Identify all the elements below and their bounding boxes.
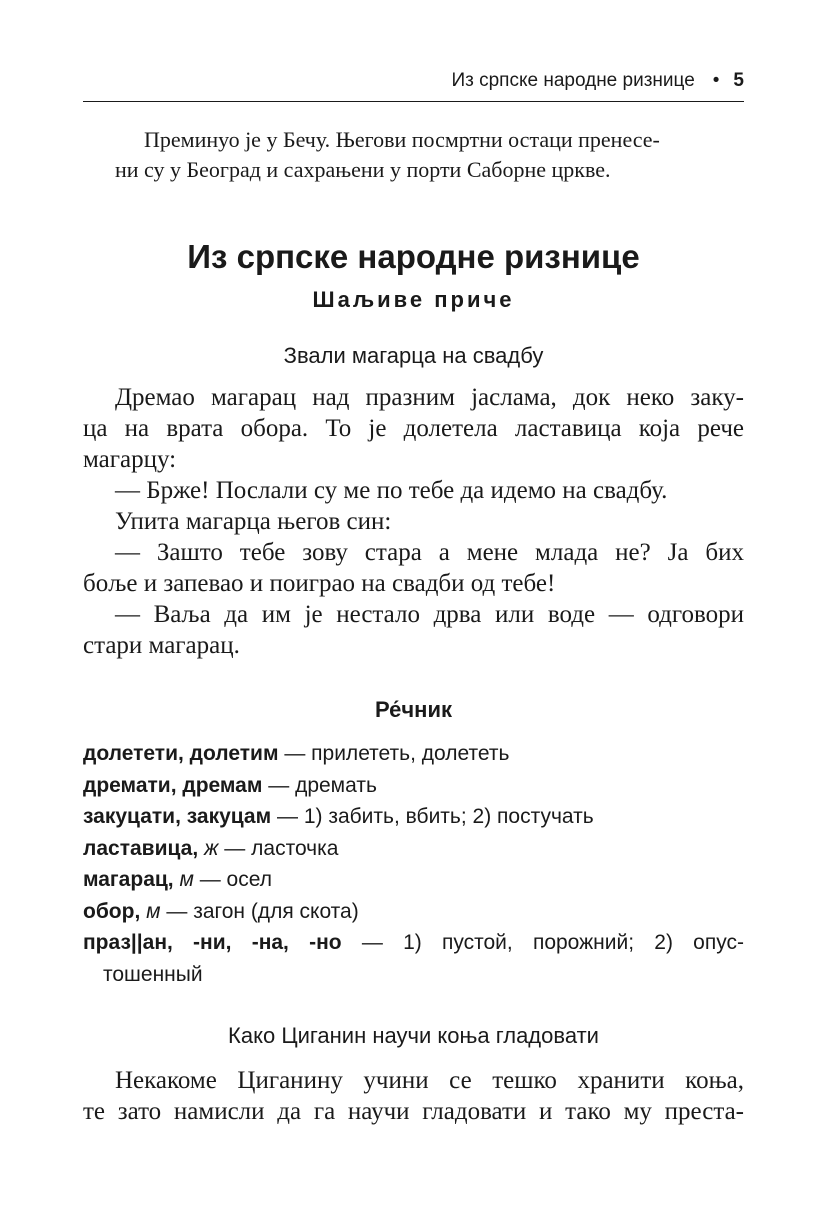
glossary-entry <box>83 770 744 802</box>
glossary-term: ластавица, <box>83 836 199 860</box>
section-subtitle: Шаљиве приче <box>312 287 515 312</box>
glossary-term: магарац, <box>83 868 174 891</box>
glossary-continuation: тошенный <box>103 962 203 986</box>
glossary-title: Ре́чник <box>375 697 452 722</box>
glossary-entry <box>83 801 744 833</box>
glossary-term: обор, <box>83 899 141 923</box>
glossary-definition: — загон (для скота) <box>160 899 359 923</box>
intro-paragraph <box>83 125 744 185</box>
glossary-definition: — прилететь, долететь <box>278 742 510 765</box>
story-body <box>83 382 744 661</box>
running-head <box>83 68 744 94</box>
glossary-grammar: ж <box>198 836 219 860</box>
story-line: Дремао магарац над празним јаслама, док неко заку- <box>115 384 744 411</box>
glossary-entry <box>83 833 744 865</box>
page-number: 5 <box>733 70 744 91</box>
glossary-entry <box>83 864 744 896</box>
story-title: Како Циганин научи коња гладовати <box>228 1023 599 1048</box>
intro-line: ни су у Београд и сахрањени у порти Саборне цркве. <box>115 157 611 182</box>
story-line: Некакоме Циганину учини се тешко хранити коња, <box>115 1067 744 1094</box>
dialogue-line: — Брже! Послали су ме по тебе да идемо на свадбу. <box>115 477 668 504</box>
bullet-separator: • <box>712 70 720 91</box>
glossary-entry <box>83 896 744 928</box>
story-title: Звали магарца на свадбу <box>283 343 544 368</box>
book-page <box>83 0 744 1211</box>
dialogue-line: — Зашто тебе зову стара а мене млада не? Ја бих <box>115 539 744 566</box>
glossary-definition: — ласточка <box>218 836 339 860</box>
glossary-grammar: м <box>173 868 194 891</box>
glossary-definition: — осел <box>193 868 272 891</box>
story-line: ца на врата обора. То је долетела ластавица која рече <box>83 415 744 442</box>
story-line: Упита магарца његов син: <box>115 508 392 535</box>
glossary-term: долетети, долетим <box>83 742 279 765</box>
story-line: магарцу: <box>83 446 177 473</box>
story-line: боље и запевао и поиграо на свадби од тебе! <box>83 570 556 597</box>
intro-line: Преминуо је у Бечу. Његови посмртни остаци пренесе- <box>144 127 660 152</box>
story-body <box>83 1065 744 1127</box>
section-title: Из српске народне ризнице <box>187 238 640 275</box>
story-line: те зато намисли да га научи гладовати и тако му преста- <box>83 1098 744 1125</box>
story-line: стари магарац. <box>83 632 240 659</box>
glossary-definition: — 1) пустой, порожний; 2) опус- <box>341 931 744 954</box>
glossary-term: праз||ан, -ни, -на, -но <box>83 931 342 954</box>
glossary-grammar: м <box>140 899 161 923</box>
dialogue-line: — Ваља да им је нестало дрва или воде — одговори <box>115 601 744 628</box>
header-rule <box>83 101 744 102</box>
glossary-definition: — 1) забить, вбить; 2) постучать <box>271 805 594 828</box>
glossary-term: закуцати, закуцам <box>83 805 272 828</box>
glossary-list <box>83 738 744 990</box>
glossary-entry <box>83 738 744 770</box>
glossary-term: дремати, дремам <box>83 773 263 797</box>
glossary-entry <box>83 927 744 959</box>
running-head-title: Из српске народне ризнице <box>451 70 695 91</box>
glossary-definition: — дремать <box>262 773 377 797</box>
